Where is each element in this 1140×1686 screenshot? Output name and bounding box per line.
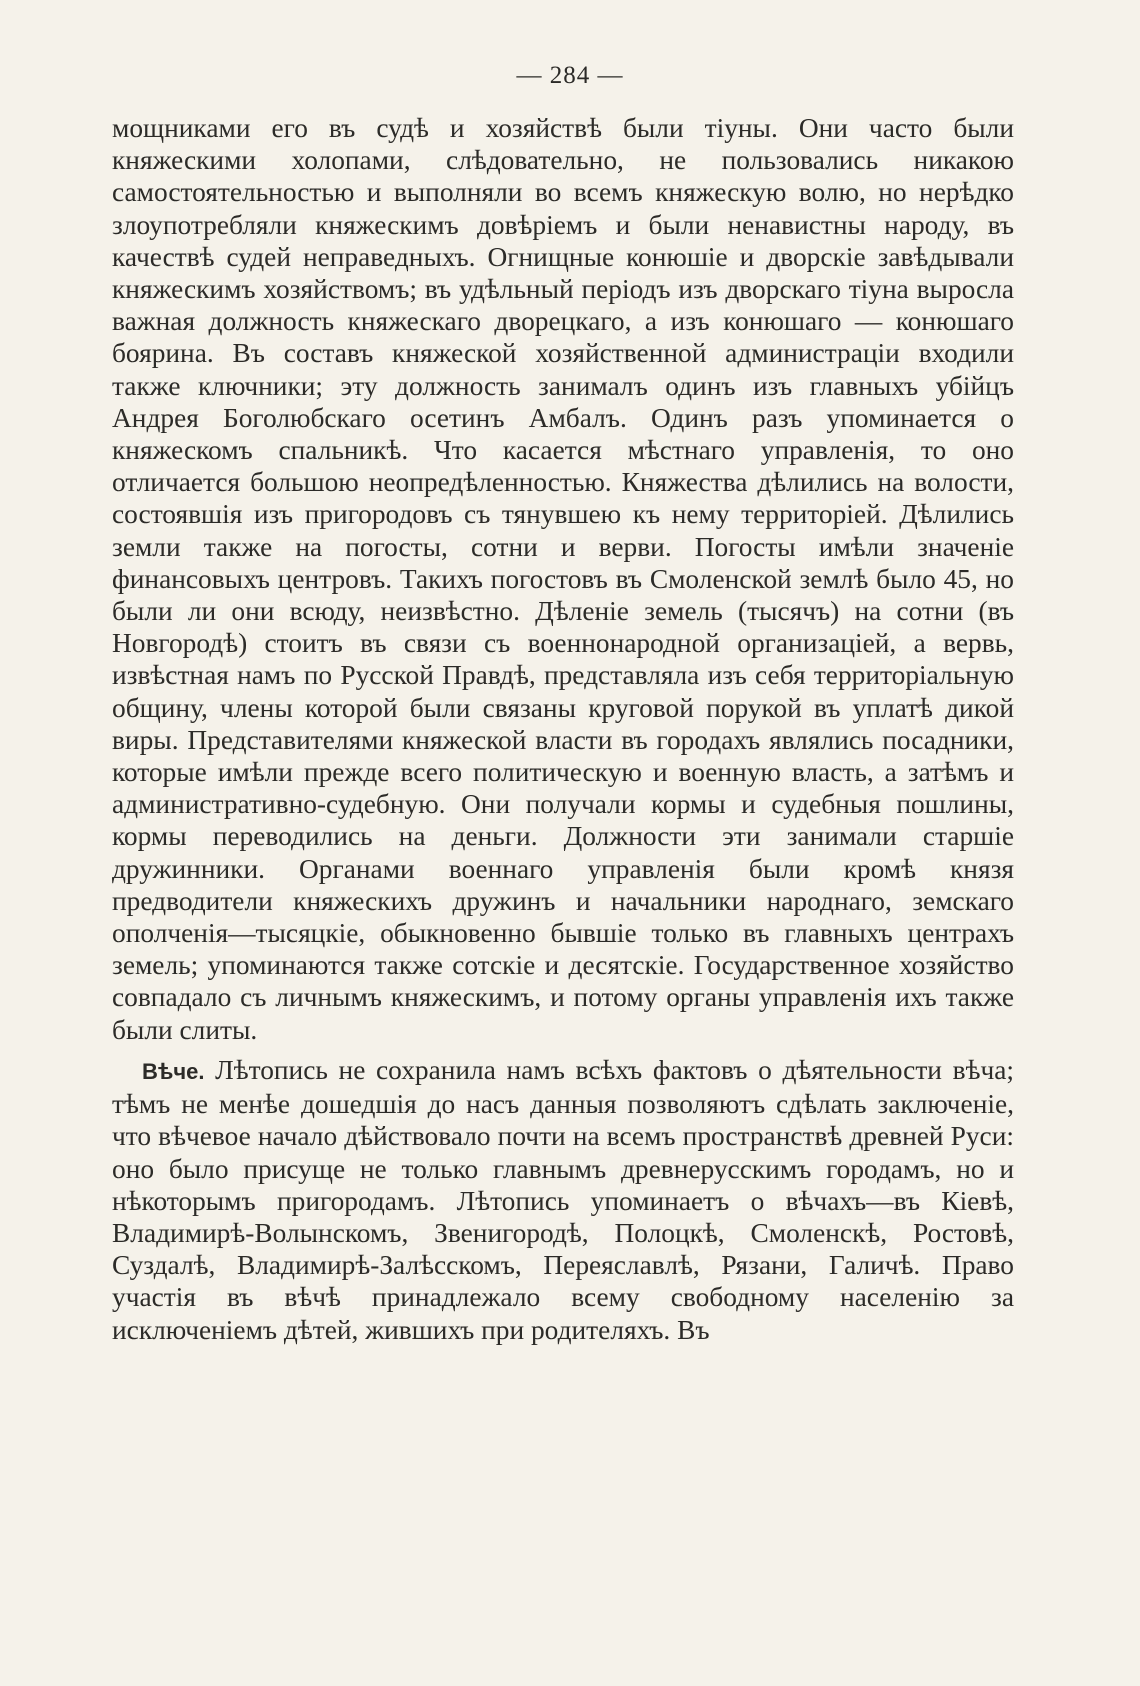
paragraph-veche <box>112 1054 1014 1346</box>
section-heading-veche: Вѣче. <box>142 1058 205 1084</box>
paragraph-text: мощниками его въ судѣ и хозяйствѣ были тіуны. Они часто были княжескими холопами, слѣдовательно, не пользовались никакою самостоятельностью и выполняли во всемъ княжескую волю, но нерѣдко злоупотребляли княжескимъ довѣріемъ и были ненавистны народу, въ качествѣ судей неправедныхъ. Огнищные конюшіе и дворскіе завѣдывали княжескимъ хозяйствомъ; въ удѣльный періодъ изъ дворскаго тіуна выросла важная должность княжескаго дворецкаго, а изъ конюшаго — конюшаго боярина. Въ составъ княжеской хозяйственной администраціи входили также ключники; эту должность занималъ одинъ изъ главныхъ убійцъ Андрея Боголюбскаго осетинъ Амбалъ. Одинъ разъ упоминается о княжескомъ спальникѣ. Что касается мѣстнаго управленія, то оно отличается большою неопредѣленностью. Княжества дѣлились на волости, состоявшія изъ пригородовъ съ тянувшею къ нему территоріей. Дѣлились земли также на погосты, сотни и верви. Погосты имѣли значеніе финансовыхъ центровъ. Такихъ погостовъ въ Смоленской землѣ было 45, но были ли они всюду, неизвѣстно. Дѣленіе земель (тысячъ) на сотни (въ Новгородѣ) стоитъ въ связи съ военнонародной организаціей, а вервь, извѣстная намъ по Русской Правдѣ, представляла изъ себя территоріальную общину, члены которой были связаны круговой порукой въ уплатѣ дикой виры. Представителями княжеской власти въ городахъ являлись посадники, которые имѣли прежде всего политическую и военную власть, а затѣмъ и административно-судебную. Они получали кормы и судебныя пошлины, кормы переводились на деньги. Должности эти занимали старшіе дружинники. Органами военнаго управленія были кромѣ князя предводители княжескихъ дружинъ и начальники народнаго, земскаго ополченія—тысяцкіе, обыкновенно бывшіе только въ главныхъ центрахъ земель; упоминаются также сотскіе и десятскіе. Государственное хозяйство совпадало съ личнымъ княжескимъ, и потому органы управленія ихъ также были слиты. <box>112 113 1014 1045</box>
page-number: — 284 — <box>516 62 624 89</box>
paragraph-text: Лѣтопись не сохранила намъ всѣхъ фактовъ о дѣятельности вѣча; тѣмъ не менѣе дошедшія до насъ данныя позволяютъ сдѣлать заключеніе, что вѣчевое начало дѣйствовало почти на всемъ пространствѣ древней Руси: оно было присуще не только главнымъ древнерусскимъ городамъ, но и нѣкоторымъ пригородамъ. Лѣтопись упоминаетъ о вѣчахъ—въ Кіевѣ, Владимирѣ-Волынскомъ, Звенигородѣ, Полоцкѣ, Смоленскѣ, Ростовѣ, Суздалѣ, Владимирѣ-Залѣсскомъ, Переяславлѣ, Рязани, Галичѣ. Право участія въ вѣчѣ принадлежало всему свободному населенію за исключеніемъ дѣтей, жившихъ при родителяхъ. Въ <box>112 1054 1014 1345</box>
paragraph-administration <box>112 112 1014 1046</box>
body-text <box>112 112 1014 1346</box>
